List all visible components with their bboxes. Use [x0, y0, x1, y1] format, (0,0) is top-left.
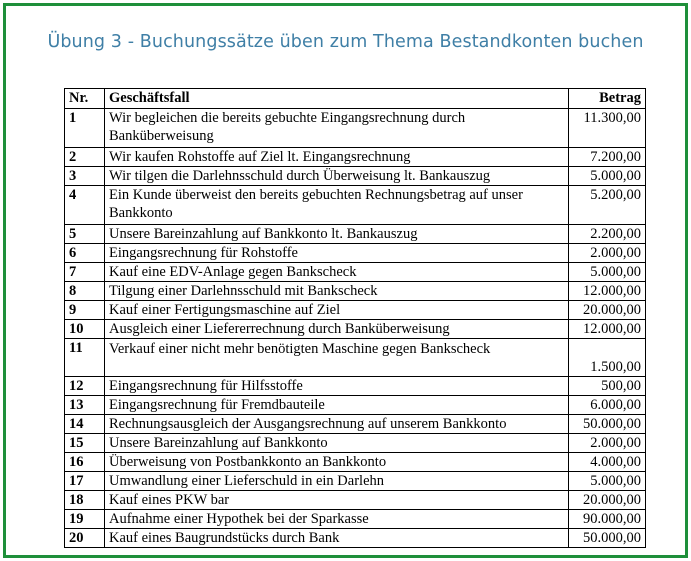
header-nr: Nr. [65, 89, 105, 109]
row-amount: 7.200,00 [569, 148, 646, 167]
row-description: Wir tilgen die Darlehnsschuld durch Überweisung lt. Bankauszug [105, 167, 569, 186]
table-row [65, 415, 646, 434]
row-number: 5 [65, 225, 105, 244]
row-amount: 1.500,00 [569, 339, 646, 377]
row-number: 16 [65, 453, 105, 472]
row-amount: 50.000,00 [569, 415, 646, 434]
row-description: Eingangsrechnung für Hilfsstoffe [105, 377, 569, 396]
row-amount: 5.000,00 [569, 472, 646, 491]
row-description: Eingangsrechnung für Fremdbauteile [105, 396, 569, 415]
table-row [65, 529, 646, 548]
row-description: Tilgung einer Darlehnsschuld mit Bankscheck [105, 282, 569, 301]
row-description: Kauf eines PKW bar [105, 491, 569, 510]
row-amount: 20.000,00 [569, 301, 646, 320]
row-description: Eingangsrechnung für Rohstoffe [105, 244, 569, 263]
row-amount: 2.000,00 [569, 434, 646, 453]
row-description: Kauf einer Fertigungsmaschine auf Ziel [105, 301, 569, 320]
table-row [65, 282, 646, 301]
table-row [65, 472, 646, 491]
table-row [65, 244, 646, 263]
row-amount: 90.000,00 [569, 510, 646, 529]
row-number: 1 [65, 109, 105, 148]
table-row [65, 339, 646, 377]
page-title: Übung 3 - Buchungssätze üben zum Thema Bestandkonten buchen [47, 32, 644, 52]
row-number: 19 [65, 510, 105, 529]
row-number: 14 [65, 415, 105, 434]
table-row [65, 491, 646, 510]
row-description: Unsere Bareinzahlung auf Bankkonto lt. Bankauszug [105, 225, 569, 244]
row-number: 10 [65, 320, 105, 339]
row-amount: 12.000,00 [569, 320, 646, 339]
row-amount: 5.000,00 [569, 263, 646, 282]
row-number: 4 [65, 186, 105, 225]
row-amount: 20.000,00 [569, 491, 646, 510]
row-number: 2 [65, 148, 105, 167]
exercise-table [64, 88, 646, 548]
row-amount: 5.200,00 [569, 186, 646, 225]
row-description: Kauf eine EDV-Anlage gegen Bankscheck [105, 263, 569, 282]
row-number: 3 [65, 167, 105, 186]
table-row [65, 377, 646, 396]
row-description: Aufnahme einer Hypothek bei der Sparkasse [105, 510, 569, 529]
row-amount: 12.000,00 [569, 282, 646, 301]
table-row [65, 225, 646, 244]
row-number: 11 [65, 339, 105, 377]
table-row [65, 263, 646, 282]
page-frame [3, 3, 688, 558]
row-amount: 5.000,00 [569, 167, 646, 186]
table-row [65, 186, 646, 225]
row-number: 6 [65, 244, 105, 263]
row-amount: 2.200,00 [569, 225, 646, 244]
row-number: 8 [65, 282, 105, 301]
row-description: Ausgleich einer Liefererrechnung durch Banküberweisung [105, 320, 569, 339]
row-amount: 2.000,00 [569, 244, 646, 263]
row-description: Ein Kunde überweist den bereits gebuchten Rechnungsbetrag auf unser Bankkonto [105, 186, 569, 225]
table-row [65, 148, 646, 167]
table-row [65, 109, 646, 148]
table-row [65, 396, 646, 415]
row-amount: 6.000,00 [569, 396, 646, 415]
row-number: 12 [65, 377, 105, 396]
row-number: 17 [65, 472, 105, 491]
table-row [65, 453, 646, 472]
row-description: Wir begleichen die bereits gebuchte Eingangsrechnung durch Banküberweisung [105, 109, 569, 148]
row-number: 20 [65, 529, 105, 548]
row-amount: 11.300,00 [569, 109, 646, 148]
header-amount: Betrag [569, 89, 646, 109]
row-description: Wir kaufen Rohstoffe auf Ziel lt. Eingangsrechnung [105, 148, 569, 167]
table-header-row [65, 89, 646, 109]
row-amount: 500,00 [569, 377, 646, 396]
table-row [65, 320, 646, 339]
table-row [65, 301, 646, 320]
row-description: Verkauf einer nicht mehr benötigten Maschine gegen Bankscheck [105, 339, 569, 377]
row-amount: 50.000,00 [569, 529, 646, 548]
header-description: Geschäftsfall [105, 89, 569, 109]
row-amount: 4.000,00 [569, 453, 646, 472]
row-description: Überweisung von Postbankkonto an Bankkonto [105, 453, 569, 472]
row-number: 18 [65, 491, 105, 510]
table-row [65, 167, 646, 186]
row-number: 9 [65, 301, 105, 320]
row-description: Unsere Bareinzahlung auf Bankkonto [105, 434, 569, 453]
row-description: Rechnungsausgleich der Ausgangsrechnung auf unserem Bankkonto [105, 415, 569, 434]
row-number: 13 [65, 396, 105, 415]
row-description: Umwandlung einer Lieferschuld in ein Darlehn [105, 472, 569, 491]
row-description: Kauf eines Baugrundstücks durch Bank [105, 529, 569, 548]
row-number: 15 [65, 434, 105, 453]
table-row [65, 434, 646, 453]
row-number: 7 [65, 263, 105, 282]
table-row [65, 510, 646, 529]
